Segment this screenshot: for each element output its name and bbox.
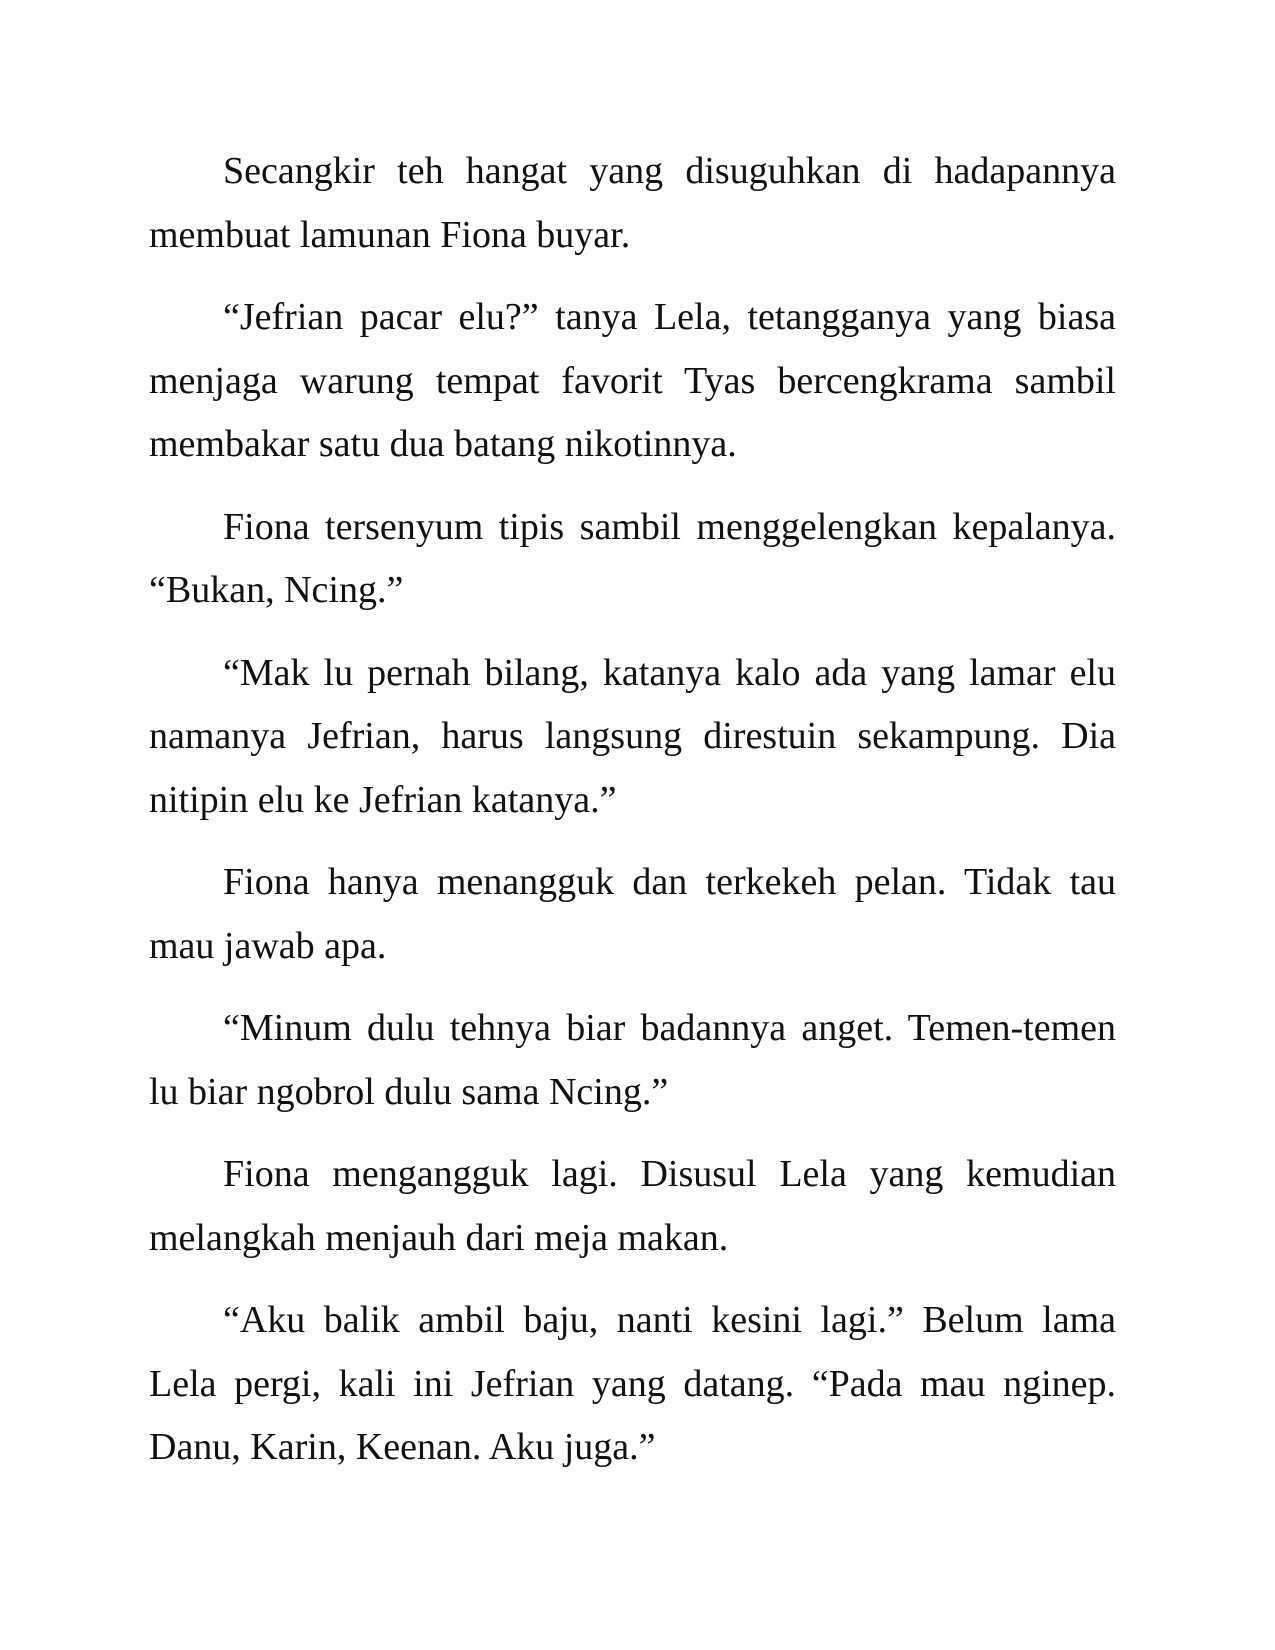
paragraph-6: “Minum dulu tehnya biar badannya anget. Temen-temen lu biar ngobrol dulu sama Ncing.” bbox=[149, 1007, 1116, 1113]
paragraph-1: Secangkir teh hangat yang disuguhkan di hadapannya membuat lamunan Fiona buyar. bbox=[149, 150, 1116, 256]
paragraph-2: “Jefrian pacar elu?” tanya Lela, tetangganya yang biasa menjaga warung tempat favorit Tyas bercengkrama sambil membakar satu dua batang nikotinnya. bbox=[149, 296, 1116, 465]
paragraph-8: “Aku balik ambil baju, nanti kesini lagi.” Belum lama Lela pergi, kali ini Jefrian yang datang. “Pada mau nginep. Danu, Karin, Keenan. Aku juga.” bbox=[149, 1299, 1116, 1468]
paragraph-4: “Mak lu pernah bilang, katanya kalo ada yang lamar elu namanya Jefrian, harus langsung direstuin sekampung. Dia nitipin elu ke Jefrian katanya.” bbox=[149, 651, 1116, 821]
paragraph-3: Fiona tersenyum tipis sambil menggelengkan kepalanya. “Bukan, Ncing.” bbox=[149, 505, 1116, 611]
body-text bbox=[149, 140, 1116, 1480]
paragraph-7: Fiona mengangguk lagi. Disusul Lela yang kemudian melangkah menjauh dari meja makan. bbox=[149, 1153, 1116, 1259]
paragraph-5: Fiona hanya menangguk dan terkekeh pelan. Tidak tau mau jawab apa. bbox=[149, 861, 1116, 967]
